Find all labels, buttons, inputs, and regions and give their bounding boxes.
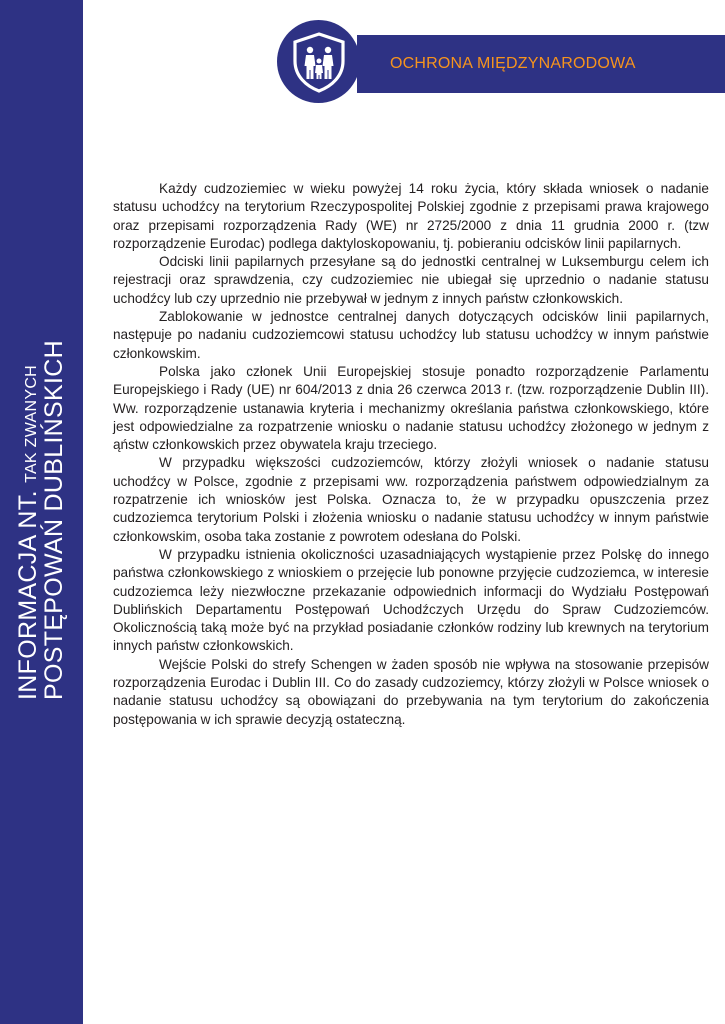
paragraph-eurodac: Każdy cudzoziemiec w wieku powyżej 14 roku życia, który składa wniosek o nadanie statusu uchodźcy na terytorium Rzeczypospolitej Polskiej zgodnie z przepisami prawa krajowego oraz przepisami rozporządzenia Rady (WE) nr 2725/2000 z dnia 11 grudnia 2000 r. (tzw rozporządzenie Eurodac) podlega daktyloskopowaniu, tj. pobieraniu odcisków linii papilarnych. (113, 181, 709, 251)
document-body (113, 180, 709, 729)
logo (277, 20, 360, 103)
paragraph-responsibility: W przypadku większości cudzoziemców, którzy złożyli wniosek o nadanie statusu uchodźcy w Polsce, zgodnie z przepisami ww. rozporządzenia państwem odpowiedzialnym za rozpatrzenie ich wniosków jest Polska. Oznacza to, że w przypadku opuszczenia przez cudzoziemca terytorium Polski i złożenia wniosku o nadanie statusu uchodźcy w innym państwie członkowskim, osoba taka zostanie z powrotem odesłana do Polski. (113, 455, 709, 544)
paragraph-schengen: Wejście Polski do strefy Schengen w żaden sposób nie wpływa na stosowanie przepisów rozporządzenia Eurodac i Dublin III. Co do zasady cudzoziemcy, którzy złożyli w Polsce wniosek o nadanie statusu uchodźcy są obowiązani do przebywania na tym terytorium do zakończenia postępowania w ich sprawie decyzją ostateczną. (113, 656, 709, 727)
paragraph-luxembourg: Odciski linii papilarnych przesyłane są do jednostki centralnej w Luksemburgu celem ich rejestracji oraz sprawdzenia, czy cudzoziemiec nie ubiegał się uprzednio o nadanie statusu uchodźcy lub czy uprzednio nie przebywał w jednym z innych państw członkowskich. (113, 254, 709, 306)
sidebar-title-main: INFORMACJA NT. (13, 490, 42, 700)
sidebar-title-small: TAK ZWANYCH (22, 364, 40, 483)
sidebar-title-line2: POSTĘPOWAŃ DUBLIŃSKICH (40, 340, 68, 700)
paragraph-circumstances: W przypadku istnienia okoliczności uzasadniających wystąpienie przez Polskę do innego państwa członkowskiego z wnioskiem o przejęcie lub ponowne przyjęcie cudzoziemca, w interesie cudzoziemca leży niezwłoczne przekazanie odpowiednich informacji do Wydziału Postępowań Dublińskich Departamentu Postępowań Uchodźczych Urzędu do Spraw Cudzoziemców. Okolicznością taką może być na przykład posiadanie członków rodziny lub krewnych na terytorium innych państw członkowskich. (113, 546, 709, 654)
header-label: OCHRONA MIĘDZYNARODOWA (390, 55, 636, 72)
header-band (357, 35, 725, 93)
paragraph-blocking: Zablokowanie w jednostce centralnej danych dotyczących odcisków linii papilarnych, następuje po nadaniu cudzoziemcowi statusu uchodźcy lub statusu uchodźcy w innym państwie członkowskim. (113, 309, 709, 361)
family-shield-icon (289, 31, 349, 93)
sidebar-title-line1 (15, 340, 41, 700)
sidebar-title (15, 340, 68, 700)
paragraph-dublin-iii: Polska jako członek Unii Europejskiej stosuje ponadto rozporządzenie Parlamentu Europejskiego i Rady (UE) nr 604/2013 z dnia 26 czerwca 2013 r. (tzw. rozporządzenie Dublin III). Ww. rozporządzenie ustanawia kryteria i mechanizmy określania państwa członkowskiego, które jest odpowiedzialne za rozpatrzenie wniosku o nadanie statusu uchodźcy złożonego w jednym z ąństw członkowskich przez obywatela kraju trzeciego. (113, 363, 709, 453)
sidebar-band (0, 0, 83, 1024)
